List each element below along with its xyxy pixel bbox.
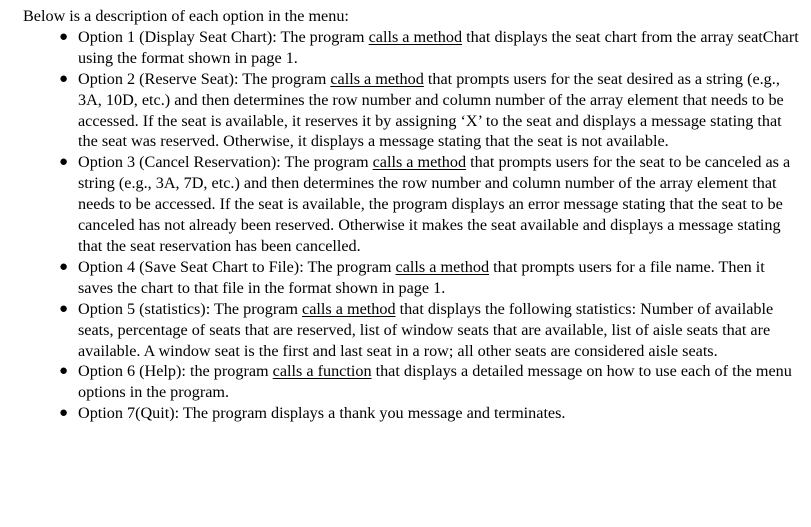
underlined-phrase: calls a function [272, 362, 372, 381]
intro-text: Below is a description of each option in the menu: [23, 7, 349, 25]
option-text: that prompts users for the seat desired as a string (e.g., 3A, 10D, etc.) and then determines the row number and column number of the array element that needs to be accessed. If the seat is available, it reserves it by assigning ‘X’ to the seat and displays a message stating that the seat was reserved. Otherwise, it displays a message stating that the seat is not available. [78, 69, 784, 151]
option-text: Option 4 (Save Seat Chart to File): The program [78, 257, 396, 276]
option-text: Option 6 (Help): the program [78, 362, 273, 381]
document-body [23, 6, 803, 424]
underlined-phrase: calls a method [395, 257, 490, 276]
option-item-1 [23, 27, 803, 69]
option-text: Option 2 (Reserve Seat): The program [78, 69, 331, 88]
bullet-icon: ● [59, 70, 69, 87]
bullet-icon: ● [59, 363, 69, 380]
option-item-3 [23, 152, 803, 257]
option-text: Option 3 (Cancel Reservation): The program [78, 153, 373, 172]
option-text: that displays the seat chart from the array seatChart using the format shown in page 1. [78, 27, 799, 67]
bullet-icon: ● [59, 405, 69, 422]
underlined-phrase: calls a method [372, 153, 467, 172]
bullet-icon: ● [59, 258, 69, 275]
option-item-5 [23, 299, 803, 362]
options-list [23, 27, 803, 424]
option-text: Option 5 (statistics): The program [78, 299, 303, 318]
option-text: that prompts users for the seat to be canceled as a string (e.g., 3A, 7D, etc.) and then determines the row number and column number of the array element that needs to be accessed. If the seat is available, the program displays an error message stating that the seat to be canceled has not already been reserved. Otherwise it makes the seat available and displays a message stating that the seat reservation has been cancelled. [78, 153, 791, 255]
bullet-icon: ● [59, 154, 69, 171]
option-text: Option 1 (Display Seat Chart): The program [78, 27, 369, 46]
bullet-icon: ● [59, 28, 69, 45]
underlined-phrase: calls a method [330, 69, 424, 88]
underlined-phrase: calls a method [368, 27, 463, 46]
option-text: that displays the following statistics: Number of available seats, percentage of seats that are reserved, list of window seats that are available, list of aisle seats that are available. A window seat is the first and last seat in a row; all other seats are considered aisle seats. [78, 299, 774, 360]
option-text: Option 7(Quit): The program displays a thank you message and terminates. [78, 404, 566, 423]
option-text: that prompts users for a file name. Then it saves the chart to that file in the format shown in page 1. [78, 257, 765, 297]
option-item-7 [23, 403, 803, 424]
bullet-icon: ● [59, 300, 69, 317]
option-item-6 [23, 361, 803, 403]
option-item-2 [23, 69, 803, 153]
underlined-phrase: calls a method [302, 299, 396, 318]
option-text: that displays a detailed message on how to use each of the menu options in the program. [78, 362, 792, 402]
option-item-4 [23, 257, 803, 299]
